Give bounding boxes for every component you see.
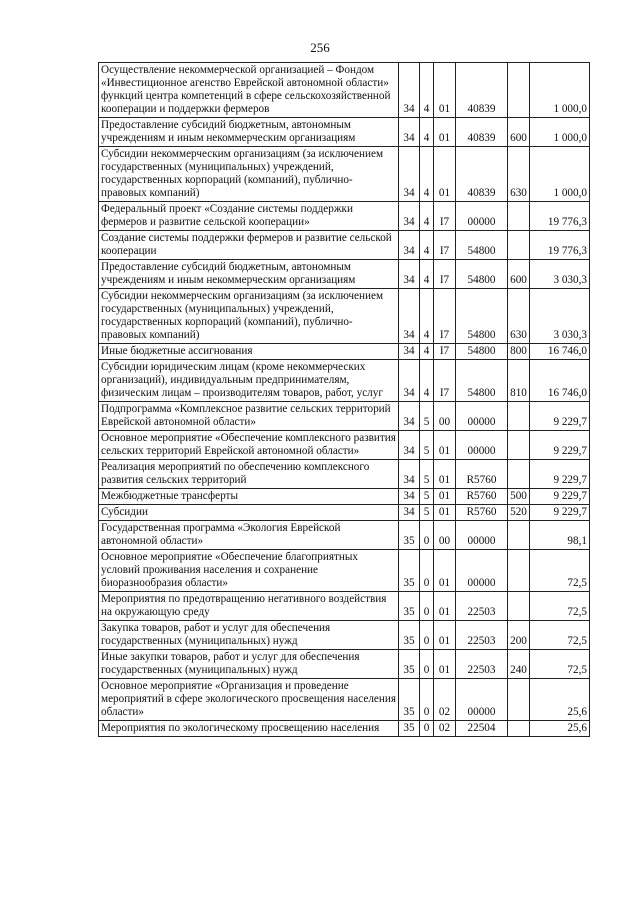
program-code-cell: 35 bbox=[399, 679, 420, 721]
program-code-cell: 34 bbox=[399, 231, 420, 260]
subprogram-code-cell: 0 bbox=[420, 650, 434, 679]
expense-type-cell bbox=[508, 521, 530, 550]
expense-type-cell bbox=[508, 431, 530, 460]
row-name-cell: Закупка товаров, работ и услуг для обеспечения государственных (муниципальных) нужд bbox=[99, 621, 399, 650]
subprogram-code-cell: 4 bbox=[420, 360, 434, 402]
table-row bbox=[99, 231, 590, 260]
amount-cell: 72,5 bbox=[530, 550, 590, 592]
event-code-cell: 01 bbox=[434, 650, 456, 679]
row-name-cell: Межбюджетные трансферты bbox=[99, 489, 399, 505]
program-code-cell: 34 bbox=[399, 360, 420, 402]
subprogram-code-cell: 4 bbox=[420, 63, 434, 118]
subprogram-code-cell: 4 bbox=[420, 202, 434, 231]
expense-type-cell bbox=[508, 721, 530, 737]
program-code-cell: 35 bbox=[399, 721, 420, 737]
table-row bbox=[99, 592, 590, 621]
expense-type-cell bbox=[508, 202, 530, 231]
subprogram-code-cell: 5 bbox=[420, 402, 434, 431]
direction-code-cell: 00000 bbox=[456, 521, 508, 550]
expense-type-cell bbox=[508, 679, 530, 721]
expense-type-cell: 200 bbox=[508, 621, 530, 650]
direction-code-cell: 00000 bbox=[456, 402, 508, 431]
table-row bbox=[99, 505, 590, 521]
table-row bbox=[99, 289, 590, 344]
row-name-cell: Иные закупки товаров, работ и услуг для обеспечения государственных (муниципальных) нужд bbox=[99, 650, 399, 679]
event-code-cell: I7 bbox=[434, 231, 456, 260]
page-number: 256 bbox=[310, 40, 330, 55]
table-row bbox=[99, 679, 590, 721]
amount-cell: 72,5 bbox=[530, 621, 590, 650]
amount-cell: 1 000,0 bbox=[530, 63, 590, 118]
direction-code-cell: 22503 bbox=[456, 592, 508, 621]
event-code-cell: 01 bbox=[434, 431, 456, 460]
program-code-cell: 34 bbox=[399, 460, 420, 489]
row-name-cell: Субсидии некоммерческим организациям (за исключением государственных (муниципальных) учреждений, государственных корпораций (компаний), публично-правовых компаний) bbox=[99, 147, 399, 202]
subprogram-code-cell: 0 bbox=[420, 550, 434, 592]
row-name-cell: Мероприятия по экологическому просвещению населения bbox=[99, 721, 399, 737]
event-code-cell: I7 bbox=[434, 289, 456, 344]
row-name-cell: Федеральный проект «Создание системы поддержки фермеров и развитие сельской кооперации» bbox=[99, 202, 399, 231]
event-code-cell: 01 bbox=[434, 550, 456, 592]
event-code-cell: 01 bbox=[434, 621, 456, 650]
program-code-cell: 35 bbox=[399, 550, 420, 592]
amount-cell: 16 746,0 bbox=[530, 344, 590, 360]
expense-type-cell: 500 bbox=[508, 489, 530, 505]
table-row bbox=[99, 147, 590, 202]
table-row bbox=[99, 460, 590, 489]
event-code-cell: 01 bbox=[434, 592, 456, 621]
direction-code-cell: 40839 bbox=[456, 63, 508, 118]
program-code-cell: 34 bbox=[399, 344, 420, 360]
row-name-cell: Основное мероприятие «Организация и проведение мероприятий в сфере экологического просвещения населения области» bbox=[99, 679, 399, 721]
direction-code-cell: 00000 bbox=[456, 431, 508, 460]
amount-cell: 19 776,3 bbox=[530, 202, 590, 231]
subprogram-code-cell: 5 bbox=[420, 460, 434, 489]
table-row bbox=[99, 489, 590, 505]
table-row bbox=[99, 118, 590, 147]
direction-code-cell: R5760 bbox=[456, 460, 508, 489]
event-code-cell: 01 bbox=[434, 118, 456, 147]
amount-cell: 9 229,7 bbox=[530, 402, 590, 431]
row-name-cell: Предоставление субсидий бюджетным, автономным учреждениям и иным некоммерческим организациям bbox=[99, 260, 399, 289]
event-code-cell: 00 bbox=[434, 521, 456, 550]
amount-cell: 16 746,0 bbox=[530, 360, 590, 402]
expense-type-cell: 630 bbox=[508, 147, 530, 202]
event-code-cell: 02 bbox=[434, 679, 456, 721]
event-code-cell: I7 bbox=[434, 260, 456, 289]
program-code-cell: 35 bbox=[399, 650, 420, 679]
program-code-cell: 34 bbox=[399, 63, 420, 118]
amount-cell: 9 229,7 bbox=[530, 489, 590, 505]
subprogram-code-cell: 4 bbox=[420, 260, 434, 289]
amount-cell: 98,1 bbox=[530, 521, 590, 550]
program-code-cell: 34 bbox=[399, 118, 420, 147]
expense-type-cell bbox=[508, 402, 530, 431]
program-code-cell: 35 bbox=[399, 521, 420, 550]
event-code-cell: 01 bbox=[434, 505, 456, 521]
event-code-cell: I7 bbox=[434, 360, 456, 402]
subprogram-code-cell: 4 bbox=[420, 231, 434, 260]
table-row bbox=[99, 431, 590, 460]
subprogram-code-cell: 4 bbox=[420, 147, 434, 202]
direction-code-cell: 40839 bbox=[456, 147, 508, 202]
row-name-cell: Основное мероприятие «Обеспечение благоприятных условий проживания населения и сохранение биоразнообразия области» bbox=[99, 550, 399, 592]
event-code-cell: 01 bbox=[434, 489, 456, 505]
subprogram-code-cell: 0 bbox=[420, 679, 434, 721]
subprogram-code-cell: 0 bbox=[420, 521, 434, 550]
subprogram-code-cell: 4 bbox=[420, 344, 434, 360]
direction-code-cell: 54800 bbox=[456, 260, 508, 289]
row-name-cell: Мероприятия по предотвращению негативного воздействия на окружающую среду bbox=[99, 592, 399, 621]
table-row bbox=[99, 344, 590, 360]
expense-type-cell: 630 bbox=[508, 289, 530, 344]
program-code-cell: 35 bbox=[399, 621, 420, 650]
table-row bbox=[99, 621, 590, 650]
program-code-cell: 34 bbox=[399, 505, 420, 521]
table-row bbox=[99, 550, 590, 592]
amount-cell: 19 776,3 bbox=[530, 231, 590, 260]
row-name-cell: Осуществление некоммерческой организацией – Фондом «Инвестиционное агенство Еврейской автономной области» функций центра компетенций в сфере сельскохозяйственной кооперации и поддержки фермеров bbox=[99, 63, 399, 118]
expense-type-cell bbox=[508, 63, 530, 118]
budget-table-body bbox=[99, 63, 590, 737]
expense-type-cell bbox=[508, 460, 530, 489]
table-row bbox=[99, 202, 590, 231]
amount-cell: 25,6 bbox=[530, 721, 590, 737]
amount-cell: 1 000,0 bbox=[530, 118, 590, 147]
amount-cell: 9 229,7 bbox=[530, 460, 590, 489]
subprogram-code-cell: 0 bbox=[420, 721, 434, 737]
amount-cell: 3 030,3 bbox=[530, 289, 590, 344]
amount-cell: 9 229,7 bbox=[530, 431, 590, 460]
row-name-cell: Государственная программа «Экология Еврейской автономной области» bbox=[99, 521, 399, 550]
expense-type-cell bbox=[508, 231, 530, 260]
program-code-cell: 34 bbox=[399, 489, 420, 505]
program-code-cell: 34 bbox=[399, 202, 420, 231]
table-row bbox=[99, 63, 590, 118]
direction-code-cell: R5760 bbox=[456, 505, 508, 521]
amount-cell: 9 229,7 bbox=[530, 505, 590, 521]
direction-code-cell: 22503 bbox=[456, 650, 508, 679]
expense-type-cell: 800 bbox=[508, 344, 530, 360]
amount-cell: 1 000,0 bbox=[530, 147, 590, 202]
table-row bbox=[99, 360, 590, 402]
subprogram-code-cell: 4 bbox=[420, 118, 434, 147]
direction-code-cell: R5760 bbox=[456, 489, 508, 505]
program-code-cell: 34 bbox=[399, 289, 420, 344]
row-name-cell: Субсидии bbox=[99, 505, 399, 521]
program-code-cell: 34 bbox=[399, 402, 420, 431]
expense-type-cell bbox=[508, 550, 530, 592]
subprogram-code-cell: 5 bbox=[420, 489, 434, 505]
table-row bbox=[99, 260, 590, 289]
row-name-cell: Субсидии некоммерческим организациям (за исключением государственных (муниципальных) учреждений, государственных корпораций (компаний), публично-правовых компаний) bbox=[99, 289, 399, 344]
expense-type-cell: 240 bbox=[508, 650, 530, 679]
direction-code-cell: 54800 bbox=[456, 289, 508, 344]
row-name-cell: Реализация мероприятий по обеспечению комплексного развития сельских территорий bbox=[99, 460, 399, 489]
table-row bbox=[99, 402, 590, 431]
event-code-cell: 02 bbox=[434, 721, 456, 737]
budget-table bbox=[98, 62, 590, 737]
expense-type-cell bbox=[508, 592, 530, 621]
event-code-cell: I7 bbox=[434, 202, 456, 231]
program-code-cell: 34 bbox=[399, 147, 420, 202]
direction-code-cell: 00000 bbox=[456, 550, 508, 592]
direction-code-cell: 40839 bbox=[456, 118, 508, 147]
direction-code-cell: 54800 bbox=[456, 360, 508, 402]
subprogram-code-cell: 5 bbox=[420, 431, 434, 460]
row-name-cell: Подпрограмма «Комплексное развитие сельских территорий Еврейской автономной области» bbox=[99, 402, 399, 431]
table-row bbox=[99, 650, 590, 679]
direction-code-cell: 00000 bbox=[456, 679, 508, 721]
row-name-cell: Предоставление субсидий бюджетным, автономным учреждениям и иным некоммерческим организациям bbox=[99, 118, 399, 147]
subprogram-code-cell: 4 bbox=[420, 289, 434, 344]
row-name-cell: Основное мероприятие «Обеспечение комплексного развития сельских территорий Еврейской автономной области» bbox=[99, 431, 399, 460]
expense-type-cell: 520 bbox=[508, 505, 530, 521]
program-code-cell: 34 bbox=[399, 431, 420, 460]
program-code-cell: 34 bbox=[399, 260, 420, 289]
expense-type-cell: 600 bbox=[508, 118, 530, 147]
amount-cell: 25,6 bbox=[530, 679, 590, 721]
subprogram-code-cell: 5 bbox=[420, 505, 434, 521]
event-code-cell: 01 bbox=[434, 63, 456, 118]
expense-type-cell: 810 bbox=[508, 360, 530, 402]
program-code-cell: 35 bbox=[399, 592, 420, 621]
event-code-cell: 01 bbox=[434, 147, 456, 202]
direction-code-cell: 22503 bbox=[456, 621, 508, 650]
direction-code-cell: 22504 bbox=[456, 721, 508, 737]
amount-cell: 72,5 bbox=[530, 650, 590, 679]
amount-cell: 72,5 bbox=[530, 592, 590, 621]
subprogram-code-cell: 0 bbox=[420, 621, 434, 650]
direction-code-cell: 54800 bbox=[456, 344, 508, 360]
direction-code-cell: 54800 bbox=[456, 231, 508, 260]
table-row bbox=[99, 521, 590, 550]
table-row bbox=[99, 721, 590, 737]
row-name-cell: Субсидии юридическим лицам (кроме некоммерческих организаций), индивидуальным предпринимателям, физическим лицам – производителям товаров, работ, услуг bbox=[99, 360, 399, 402]
row-name-cell: Иные бюджетные ассигнования bbox=[99, 344, 399, 360]
subprogram-code-cell: 0 bbox=[420, 592, 434, 621]
row-name-cell: Создание системы поддержки фермеров и развитие сельской кооперации bbox=[99, 231, 399, 260]
event-code-cell: 00 bbox=[434, 402, 456, 431]
event-code-cell: 01 bbox=[434, 460, 456, 489]
event-code-cell: I7 bbox=[434, 344, 456, 360]
direction-code-cell: 00000 bbox=[456, 202, 508, 231]
amount-cell: 3 030,3 bbox=[530, 260, 590, 289]
expense-type-cell: 600 bbox=[508, 260, 530, 289]
